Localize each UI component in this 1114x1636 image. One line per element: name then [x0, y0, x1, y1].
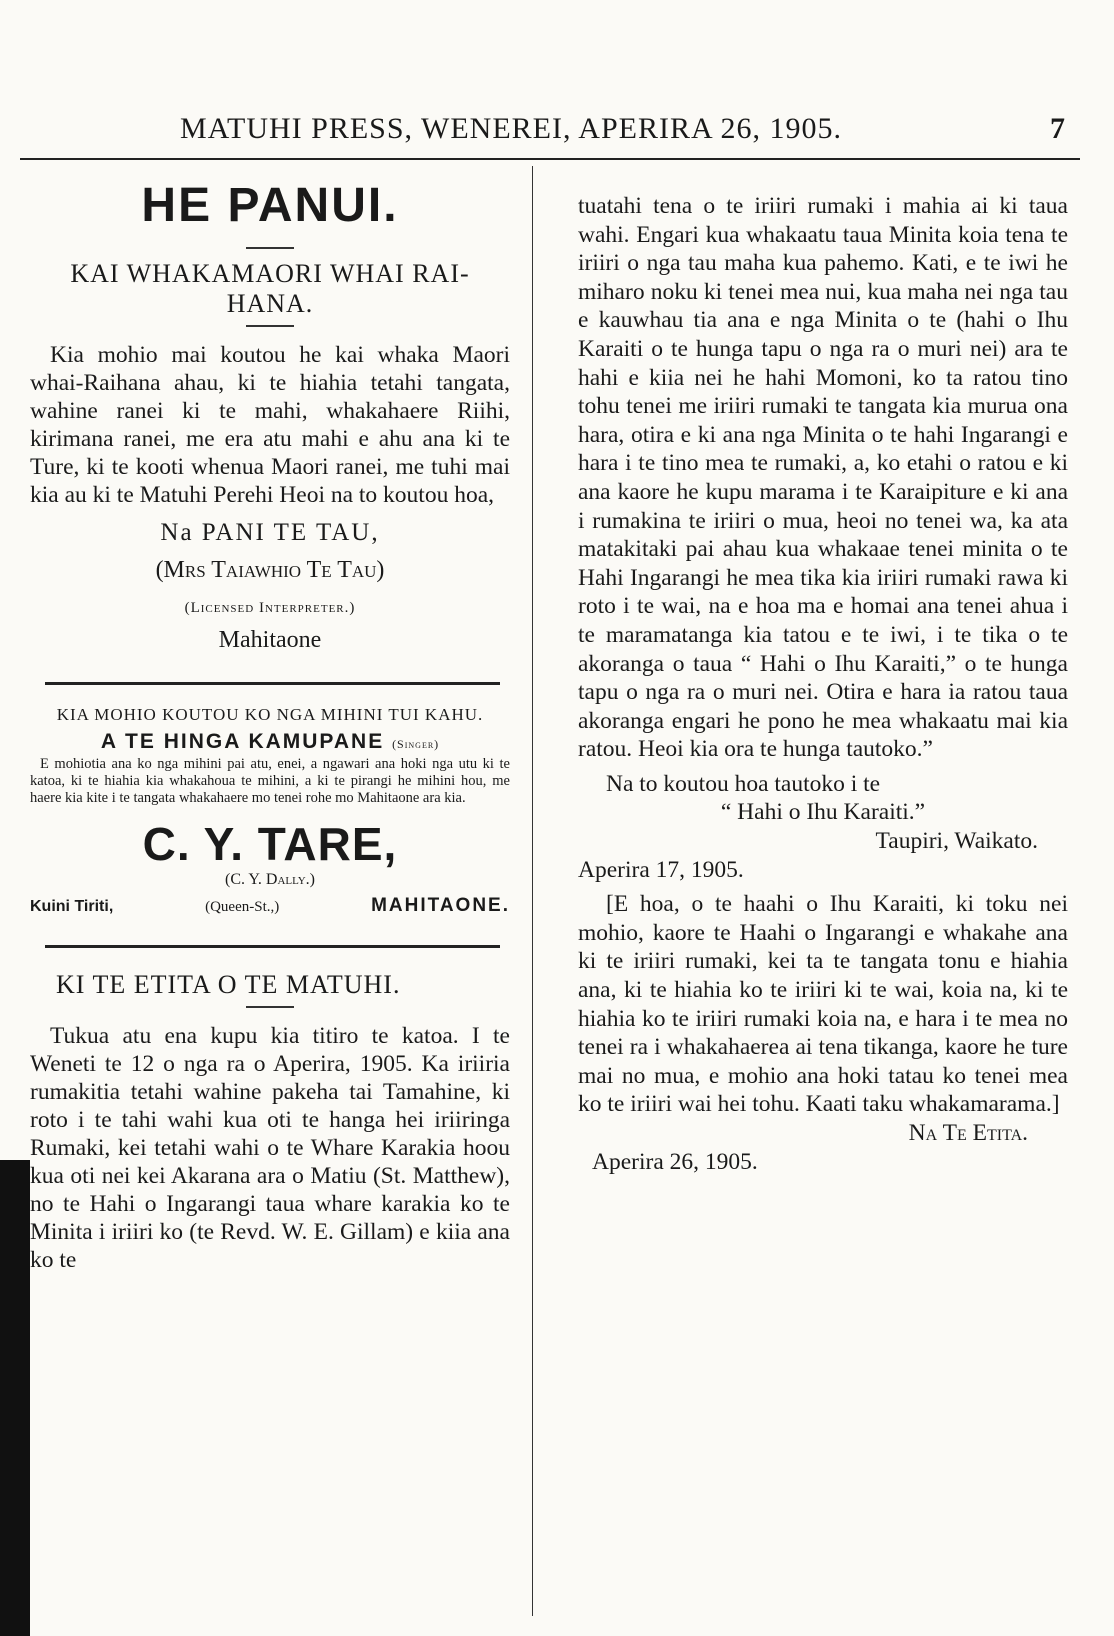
short-rule	[246, 1006, 294, 1008]
editor-reply-body: [E hoa, o te haahi o Ihu Karaiti, ki toku nei mohio, kaore te Haahi o Ingarangi e whakahe ana ki te iriiri rumaki, kei ta te tangata tonu e hiahia ana, ki te hiahia ko te iriiri ki te wai, koia na, ki te hiahia ko te iriiri rumaki koia na, e hara i te mea no tenei ra i whakahaerea ai tena tikanga, kaore he ture mai no mua, e mohio ana hoki tatau ko tenei mea ko te iriiri wai hei tohu. Kaati taku whakamarama.]	[578, 891, 1068, 1118]
advert-name-english: (C. Y. Dally.)	[224, 871, 315, 888]
editor-date: Aperira 26, 1905.	[592, 1148, 758, 1175]
notice-alias: (Mrs Taiawhio Te Tau)	[155, 557, 385, 583]
notice-place: Mahitaone	[218, 627, 322, 653]
column-divider	[532, 166, 533, 1616]
advert-street-english: (Queen-St.,)	[205, 899, 280, 915]
notice-subheading: KAI WHAKAMAORI WHAI RAI-HANA.	[70, 259, 470, 318]
advert-company-note: (Singer)	[392, 737, 440, 751]
section-rule	[45, 682, 500, 685]
letter-body-right: tuatahi tena o te iriiri rumaki i mahia ai ki taua wahi. Engari kua whakaatu taua Minita koia tena te iriiri o nga tau maha kua pahemo. Kati, e te iwi he miharo noku ki tenei mea nui, kua maha nei nga tau e kauwhau tia ana e nga Minita o te (hahi o Ihu Karaiti o te hunga tapu o nga ra o muri nei) ara te hahi e kiia nei he hahi Momoni, ko ta ratou tino tohu tenei me iriiri rumaki te tangata kia murua ona hara, otira e ki ana nga Minita o te hahi Ingarangi e hara i te tino mea te rumaki, a, ko etahi o ratou e ki ana kaore he kupu marama i te Karaipiture e ki ana i rumakina te iriiri o mua, heoi no tenei wa, ka ata matakitaki pai ahau kua whakaae tenei minita o te Hahi Ingarangi he mea tika kia iriiri rumaki rawa ki roto i te wai, na e hoa ma e homai ana tenei ahua i te maramatanga kia tatou e te iwi, i te tika o te akoranga o taua “ Hahi o Ihu Karaiti,” o te hunga tapu o nga ra o muri nei. Otira e hara ia ratou taua akoranga engari he pono he mea whakaatu mai kia ratou. Heoi kia ora te hunga tautoko.”	[578, 193, 1068, 763]
advert-body: E mohiotia ana ko nga mihini pai atu, enei, a ngawari ana hoki nga utu ki te katoa, ki te hiahia kia whakahoua te mihini, a ki te pirangi he mihini hou, me haere kia kite i te tangata whakahaere mo tenei rohe mo Mahitaone ara kia.	[30, 756, 510, 806]
letter-sign-line1: Na to koutou hoa tautoko i te	[606, 770, 881, 797]
header-rule	[20, 158, 1080, 160]
notice-body: Kia mohio mai koutou he kai whaka Maori whai-Raihana ahau, ki te hiahia tetahi tangata, wahine ranei ki te mahi, whakahaere Riihi, kirimana ranei, me era atu mahi e ahu ana ki te Ture, ki te kooti whenua Maori ranei, me tuhi mai kia au ki te Matuhi Perehi Heoi na to koutou hoa,	[30, 342, 510, 508]
notice-signature: Na PANI TE TAU,	[160, 519, 380, 546]
left-column	[30, 178, 510, 1274]
letter-sign-place: Taupiri, Waikato.	[875, 828, 1038, 855]
advert-heading: KIA MOHIO KOUTOU KO NGA MIHINI TUI KAHU.	[56, 705, 484, 724]
letter-date: Aperira 17, 1905.	[578, 856, 744, 883]
advert-street: Kuini Tiriti,	[30, 898, 114, 915]
advert-name: C. Y. TARE,	[142, 818, 398, 870]
newspaper-title: MATUHI PRESS, WENEREI, APERIRA 26, 1905.	[180, 112, 843, 145]
running-head	[0, 112, 1114, 148]
scan-edge	[0, 1160, 30, 1636]
advert-company-name: A TE HINGA KAMUPANE	[100, 730, 385, 753]
editor-signature: Na Te Etita.	[908, 1120, 1028, 1146]
right-column	[578, 192, 1068, 1176]
section-rule	[45, 945, 500, 948]
advert-address	[30, 895, 510, 917]
short-rule	[246, 325, 294, 327]
notice-heading: HE PANUI.	[141, 179, 399, 232]
letter-heading: KI TE ETITA O TE MATUHI.	[56, 970, 401, 999]
letter-body-left: Tukua atu ena kupu kia titiro te katoa. I te Weneti te 12 o nga ra o Aperira, 1905. Ka iriiria rumakitia tetahi wahine pakeha tai Tamahine, ki roto i te tahi wahi kua oti te hanga hei iriiringa Rumaki, kei tetahi wahi o te Whare Karakia hoou kua oti nei kei Akarana ara o Matiu (St. Matthew), no te Hahi o Ingarangi taua whare karakia ko te Minita i iriiri ko (te Revd. W. E. Gillam) e kiia ana ko te	[30, 1023, 510, 1273]
short-rule	[246, 247, 294, 249]
letter-sign-line2: “ Hahi o Ihu Karaiti.”	[720, 799, 926, 826]
notice-license: (Licensed Interpreter.)	[184, 600, 356, 616]
notice-section	[30, 178, 510, 654]
letter-section-left	[30, 970, 510, 1274]
advert-town: MAHITAONE.	[371, 895, 510, 916]
page-number: 7	[1050, 112, 1065, 145]
advert-section	[30, 705, 510, 917]
advert-company	[30, 730, 510, 754]
